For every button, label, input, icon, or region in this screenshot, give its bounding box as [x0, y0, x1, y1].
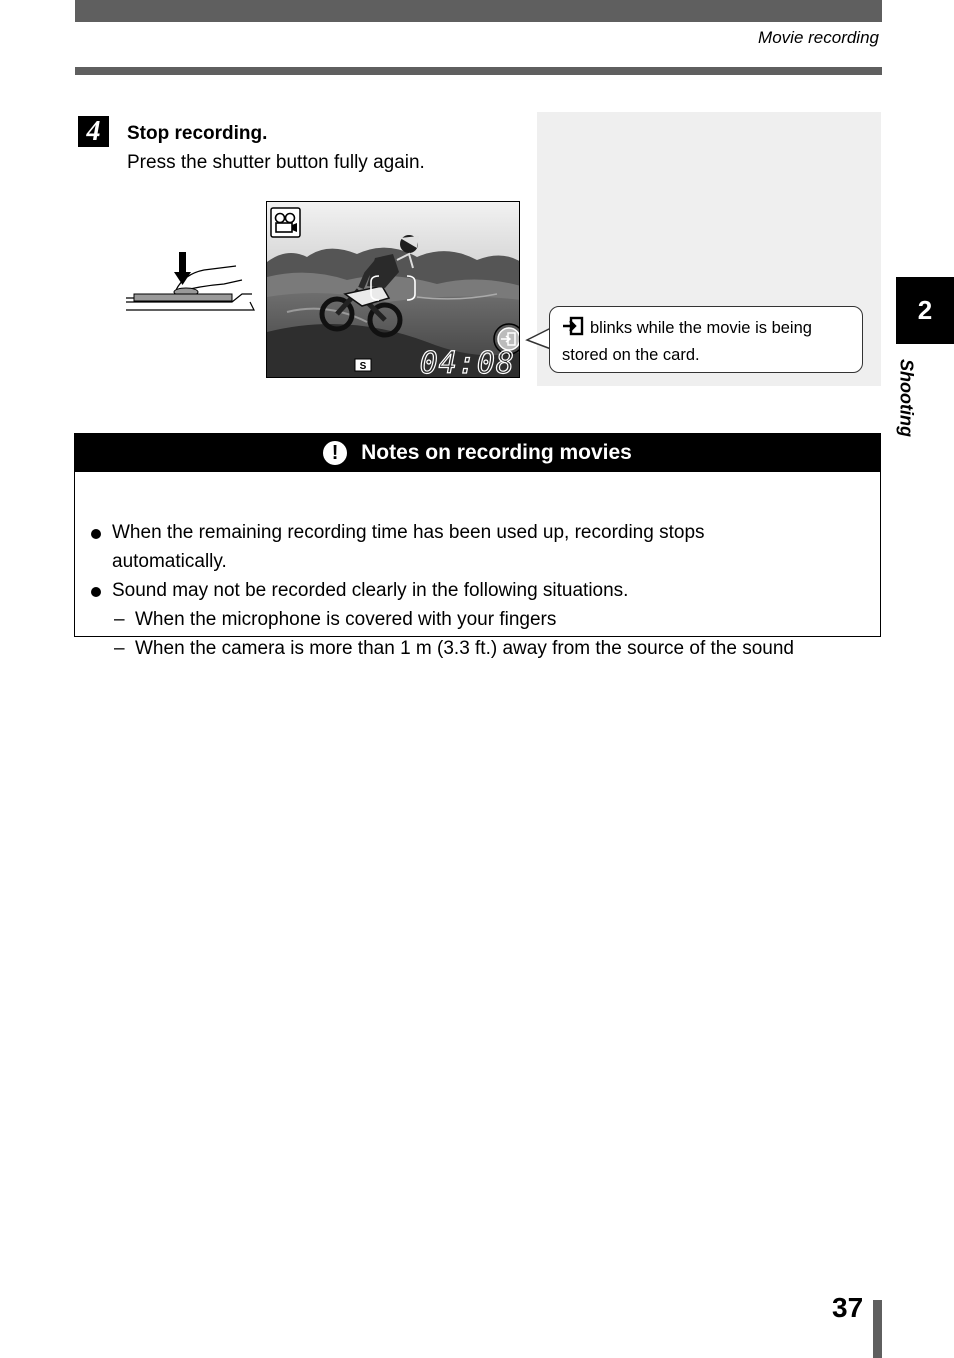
exclamation-icon: ! [323, 441, 347, 465]
camera-lcd-screen [266, 201, 520, 378]
movie-camera-icon [271, 208, 300, 237]
quality-badge: S [359, 361, 367, 372]
note-line: When the remaining recording time has been used up, recording stops [112, 522, 705, 543]
note-line: Sound may not be recorded clearly in the following situations. [112, 580, 629, 601]
notes-box [74, 433, 881, 659]
bullet-icon [91, 587, 101, 597]
note-line: automatically. [112, 551, 227, 572]
callout-text-line1: blinks while the movie is being [590, 319, 812, 337]
chapter-tab: 2 [896, 277, 954, 344]
page-number: 37 [832, 1292, 864, 1323]
sub-item: When the camera is more than 1 m (3.3 ft.) away from the source of the sound [135, 638, 794, 659]
section-title: Movie recording [758, 28, 879, 47]
notes-header [75, 434, 880, 472]
step-number: 4 [78, 116, 109, 147]
header-bar [75, 0, 882, 22]
dash-marker: – [114, 609, 125, 630]
callout-text-line2: stored on the card. [562, 346, 700, 364]
sub-item: When the microphone is covered with your fingers [135, 609, 557, 630]
page-number-bar [873, 1300, 882, 1358]
header-rule [75, 67, 882, 75]
dash-marker: – [114, 638, 125, 659]
remaining-time-readout: 04:08 [419, 346, 515, 378]
card-write-icon [562, 316, 584, 336]
notes-title: Notes on recording movies [361, 441, 632, 464]
step-title: Stop recording. [127, 123, 268, 144]
chapter-label: Shooting [896, 359, 917, 437]
bullet-icon [91, 529, 101, 539]
callout-box [549, 306, 863, 373]
shutter-press-illustration [124, 250, 258, 316]
step-description: Press the shutter button fully again. [127, 152, 425, 173]
lcd-photo [267, 202, 520, 378]
